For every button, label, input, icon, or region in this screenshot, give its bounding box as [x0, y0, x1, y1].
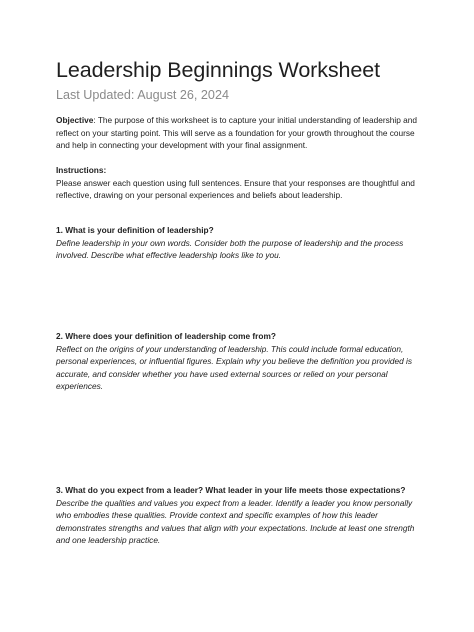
page-title: Leadership Beginnings Worksheet — [56, 58, 380, 82]
question-2-heading: 2. Where does your definition of leadership come from? — [56, 331, 276, 341]
question-1-heading: 1. What is your definition of leadership? — [56, 225, 214, 235]
question-1-prompt: Define leadership in your own words. Consider both the purpose of leadership and the process involved. Describe what effective leadership looks like to you. — [56, 237, 404, 261]
question-2 — [56, 330, 428, 393]
objective-text: : The purpose of this worksheet is to capture your initial understanding of leadership and reflect on your starting point. This will serve as a foundation for your growth throughout the course and help in connecting your development with your final assignment. — [56, 115, 417, 151]
instructions-section — [56, 164, 428, 202]
objective-label: Objective — [56, 115, 94, 125]
instructions-label: Instructions: — [56, 165, 107, 175]
last-updated-date: Last Updated: August 26, 2024 — [56, 88, 229, 102]
question-1 — [56, 224, 428, 262]
instructions-text: Please answer each question using full sentences. Ensure that your responses are thoughtful and reflective, drawing on your personal experiences and beliefs about leadership. — [56, 177, 415, 201]
objective-section — [56, 114, 428, 152]
question-2-prompt: Reflect on the origins of your understanding of leadership. This could include formal education, personal experiences, or influential figures. Explain why you believe the definition you provided is accurate, and consider whether you have used external sources or relied on your personal experiences. — [56, 343, 413, 392]
question-3-prompt: Describe the qualities and values you expect from a leader. Identify a leader you know personally who embodies these qualities. Provide context and specific examples of how this leader demonstrates strengths and values that align with your expectations. Include at least one strength and one leadership practice. — [56, 497, 415, 546]
question-3 — [56, 484, 428, 547]
question-3-heading: 3. What do you expect from a leader? What leader in your life meets those expectations? — [56, 485, 406, 495]
